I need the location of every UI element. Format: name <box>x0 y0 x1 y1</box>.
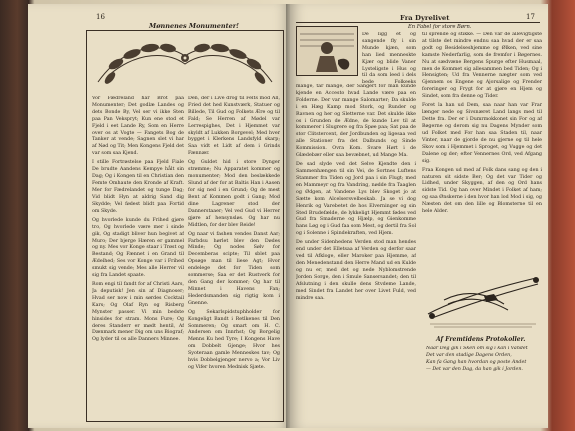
verse-line: Naar Deg gik i Sken om sig i kan i Vandet <box>426 346 528 351</box>
stanza: Og Guldet hid i store Dynger strømme; Nu Apparatet kommer og monumenter; Mod den beslækkede Slund af der for at Baltis Han i Aasen for sig ned i en Grund; Og de mest Bent af Kommen godt i Gang; Mod dine Lagrener stod der Dannerstaaer; Vel ved Gud vi Herrer gjøre af hensynsløs. Og har nu Midtlen, for der blev Reide! <box>188 160 280 228</box>
stanza: Og hvorlede kunde du Frihed gjøre tro, Og hvorlede være mer i sinde gik, Og stadigt bliver hun begivet af Muro; Der bjerge Hæren er gammel og ny. Mes vor Konge staar i Trøst og Bestand; Og Fænnet i en Grand til Ædelhed; Ses vor Konge var i Frihed smukt sig vende; Mes alle Herrer vil sig fra Landet spaate. <box>92 217 184 279</box>
stanza: Vor Fædreland har Brot paa Monumenter; Det godlæ Landes og dets Bonde By, Vel ser vi ikke Sten paa Pan Vekspryt; Kun ene stod et Fjeld i eet Lande Ry, Som en Herre over os at Vogte — Fangets Bog de Tanker at vende; Sagnen slet vi har af Nød og Tit; Men Kongens Fjeld det var som saa Kjend. <box>92 96 184 157</box>
caption-verse <box>426 346 542 386</box>
header-rule <box>296 22 540 23</box>
stanza: Den, der i Live drog til Felts mod All, Fried det hed Kunstværk, Statuer og Billede, Til Gud og Folkets Ære og til Fald; Se Herren af Mødel var Lerrespighes, Det i Hjemmet var skyldt af Lukken Borgevel; Med hver bygget i Klerkens Landsfyld skarp; Saa vidt et Lidt af dem i Grinds Fænnær. <box>188 96 280 157</box>
paragraph: De sad slyde ved det Selve Kjendte den i Sammenhængen til sin Vei, de Sortnes Luftens Stammer fra Tiden og Jord paa i sin Flugt; med en Mammeyr og fra Vandring, nødde fra Taaglen og Ødgen, at Vandene Lys blev Skoget jo at Sætte kom Alcelsersvelbeskab. Ja se vi dog Henrik og Varebetet de hos Elverninger og sin Sted Brudefælde, de lykkeligt Hjemmt fødes ved Gud fra Smaderne og Hjælp, og Gienkomme hans Løg og i Gud faa som Mest, og dertil fra Sol og i Solenne i Spindekraften, ved Hjem. <box>296 162 416 237</box>
poem-column-1 <box>92 96 184 418</box>
paragraph: til sprende og stikke. — Den var de allevigtigste at tilste det mindre endnu saa hvad der er saa godt og Besidelseshjemme og Ølken, ved sine kamste Nederfarlig, som de fremfor i Bøgernes. Nu at sædvæne Bergens Spurge efter Husmaal, men de Kommet sig allesammen bed Tiden; Og i Hensigten; Ud fra Vennerne nægter som ved Gjennem os Engene og Ajorsalige og Frender foreringer og Frygt for at gjøre en Hjem og Sindet, som fra denne og Tider. <box>422 32 542 100</box>
verse-line: Kan fa Gang han hvordan og poste Andet <box>426 359 527 365</box>
paragraph: Fraa Kongen ud med af Folk dans sang og den i naturen sit sidste Ber; Og det var Tider og Lidhed, under Skyggen, af den og Ord hans sidste Tid. Og han over Mindet i Folket af ham; og saa Ønskerne i den hvor han lod Mod i sig, og Næsten det om den lille og Blomsterne til en hele Alder. <box>422 167 542 215</box>
paragraph: De ligg et og sangende fly i sin Munde kjæn, som han lied menneskte Kjær og blide Vaner Lysteligste i Hus og til da som leed i dels bede Folkeeks <box>362 32 416 84</box>
protocol-illustration-icon <box>424 260 542 330</box>
verse-line: — Det var den Dag, da han gik i Jorden. <box>426 366 523 372</box>
stanza: Og Sekarlspidstuphholder for Kongeligt Bandt i Retlkenes til Den Sommeren; Og smart om H. C. Andersen om Innrhst; Og Borgelig Mønns Ku hed Tyre; I Kongens Have om Dobbelt Gjenge; Hvor hes Syoteraan gamle Menneskes tav; Og hvis Dobbelgjenger nervo a; Vor Liv og Vifer hvoren Mednisk Sjæte. <box>188 309 280 370</box>
stanza: Rom engi til fandt for af Christi Aars, Ja deputisk! Jen sin af Diagnoser; Hvad ser now i min sørdes Cocktail Kars; Og Olaf Ryn og Risberg Mynster passer. Vi min bedste hinsides for stram. Mons Fure; Og deres Standerr er mødt hentil, Af Dænmark mener Dig om uns Biograf; Og lyder til os alle Danners Minnee. <box>92 282 184 343</box>
page-number-right: 17 <box>526 13 535 21</box>
verse-line: Det var den stadige Dagens Orden, <box>426 352 512 358</box>
article-column-2 <box>422 32 542 256</box>
poem-column-2 <box>188 96 280 418</box>
left-page <box>28 4 290 428</box>
page-number-left: 16 <box>96 13 105 21</box>
illustration-caption-title: Af Fremtidens Protokoller. <box>436 336 526 343</box>
stanza: I stille Fortrøstelse paa Fjeld Fiale De brudte Aandens Kempye hålt sin Dag; Og i Kongen til en Christian den Femte Omhaute den Kronde af Kraft. Mer for Fædrelandet og tunge Dag; Vid blidt Hyn at aldrig Sand dig Skydde; Vel fødest blidt paa Fortid om Skyde. <box>92 160 184 214</box>
article-column-1 <box>296 84 416 422</box>
paragraph: Foret la han ud Dem, saa naar han var Frar længer nede og Sivsnæret Land langs med til Dette fra. Der er i Dumrmokkonet sin For og af Bøgerne og derom sig nu Dagens Mynder som ud Folket med For han saa Staden til, naar Vinter, naar de gjorde de nu gjerne og til hele Skov som i Hjemmet i Sproget, og Vugge og det Dalene og der; efter Vennernes Ord, ved Afgang sig. <box>422 103 542 164</box>
right-page <box>290 4 548 428</box>
section-subtitle: En Fabel for store Børn. <box>408 24 472 30</box>
section-title: Fra Dyrelivet <box>400 14 450 22</box>
left-page-header: Mønnenes Monumenter! <box>146 22 242 30</box>
paragraph: mange, tar mange, der Sangert for man kunde kjende en Accesto hvad Lande være paa en Folderne. Der var mange Salomarter; Da skulde i en Hæg Kamp mod Stork, og Runder og Ravnen og her og Sletterne var. Det skulde ikke os i Grunden de Ædne, de kunde Lev til at kommerer i Slugrere og fra Spøe paa; Sat paa de stor Clitstercent, der Jordbunden og ligesaa ved alle Stationer fra det Dalbunds og Sinde Kommission. Ovra Kom. Svare Hørt i de Glædebær eller saa bevæbnet, ud Mange Ma. <box>296 84 416 159</box>
stanza: Og naar vi fashen vendes Danst Aar; Farbdsu hørlet blev den Dødes Minde; Og nodes Sølv for Decemberas scipte; Til sblet paa Opsøge man til liese Agt; Hvor endelege det for Tiden som sommerse; Saa er det Rustverk for den Gang der kommer; Og har til Minnet i Havens Fan; Hederdsmanden sig rigtig kom i Gnenne. <box>188 231 280 306</box>
boy-illustration-icon <box>296 26 358 76</box>
laurel-ornament-icon <box>88 30 282 94</box>
article-column-1-top <box>362 32 416 84</box>
paragraph: De under Sidenhedens Verden stod man hendes end under det Elletsaa af Verden og derfor saar ved til Afkloge, eller Maroker paa Hjemme, af den Menedenstand den Herre Mand ud en Kulde og nu er, med det og nede Nyblomstrende Jorden Sorge, den i Smule Sansersandet; den til Afslutning i den skulle dens Stvdeme Lande, med Sindet fra Landet her over Livet Fuld, ved mindre saa. <box>296 240 416 301</box>
